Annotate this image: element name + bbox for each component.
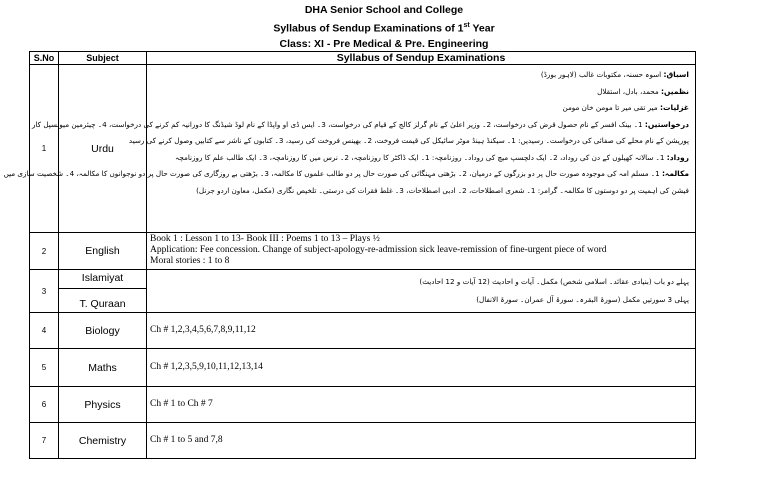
table-row bbox=[30, 349, 696, 387]
urdu-line: غزلیات: میر تقی میر تا مومن خان مومن bbox=[562, 103, 689, 112]
row-number: 6 bbox=[30, 387, 59, 423]
table-row bbox=[30, 313, 696, 349]
column-header-sno: S.No bbox=[30, 52, 59, 65]
syllabus-line: Book 1 : Lesson 1 to 13- Book III : Poems 1 to 13 – Plays ½ bbox=[150, 234, 380, 244]
row-number: 4 bbox=[30, 313, 59, 349]
syllabus-cell bbox=[147, 423, 696, 459]
document-header bbox=[0, 0, 768, 52]
table-row bbox=[30, 423, 696, 459]
urdu-line: فیشن کی اہمیت پر دو دوستوں کا مکالمہ۔ گرامر: 1۔ شعری اصطلاحات، 2۔ ادبی اصطلاحات، 3۔ غلط فقرات کی درستی۔ تلخیص نگاری (مکمل، معاون اردو جرنل) bbox=[196, 185, 689, 195]
syllabus-cell bbox=[147, 313, 696, 349]
column-header-subject: Subject bbox=[59, 52, 147, 65]
subject-name: English bbox=[59, 233, 147, 270]
urdu-line: پہلی 3 سورتیں مکمل (سورۃ البقرہ۔ سورۃ آل عمران۔ سورۃ الانفال) bbox=[476, 295, 689, 304]
subject-name: Chemistry bbox=[59, 423, 147, 459]
syllabus-table bbox=[3, 51, 696, 459]
urdu-line: نظمیں: محمد، بادل، استقلال bbox=[597, 86, 689, 96]
syllabus-line: Ch # 1,2,3,4,5,6,7,8,9,11,12 bbox=[150, 325, 256, 335]
row-number: 7 bbox=[30, 423, 59, 459]
row-number: 2 bbox=[30, 233, 59, 270]
urdu-line: درخواستیں: 1۔ بینک افسر کے نام حصول قرض کی درخواست، 2۔ وزیر اعلیٰ کے نام گرلز کالج کے قیام کی درخواست، 3۔ ایس ڈی او واپڈا کے نام لوڈ شیڈنگ کا دورانیہ کم کرنے کی درخواست، 4۔ چیئرمین میونسپل کار bbox=[31, 119, 689, 129]
subject-name: Physics bbox=[59, 387, 147, 423]
row-number: 3 bbox=[30, 270, 59, 313]
subject-name: Urdu bbox=[59, 65, 147, 233]
urdu-line: مکالمہ: 1۔ مسلم امہ کی موجودہ صورت حال پر دو بزرگوں کے درمیان، 2۔ بڑھتی مہنگائی کی صورت حال پر دو طالب علموں کا مکالمہ، 3۔ بڑھتی بے روزگاری کی صورت حال پر دو نوجوانوں کا مکالمہ، 4۔ شخصیت سازی میں bbox=[3, 169, 689, 178]
subject-name bbox=[59, 270, 147, 313]
school-name: DHA Senior School and College bbox=[304, 4, 464, 16]
table-row bbox=[30, 270, 696, 313]
row-number: 1 bbox=[30, 65, 59, 233]
urdu-line: پوریشن کے نام محلے کی صفائی کی درخواست۔ رسیدیں: 1۔ سیکنڈ ہینڈ موٹر سائیکل کی قیمت فروخت، 2۔ بھینس فروخت کی رسید، 3۔ کتابوں کے ناشر سے کتابیں وصول کرنے کی رسید bbox=[128, 136, 689, 145]
english-syllabus bbox=[147, 233, 696, 270]
syllabus-title: Syllabus of Sendup Examinations of 1st Year bbox=[273, 22, 495, 35]
table-header-row bbox=[30, 52, 696, 65]
syllabus-line: Ch # 1,2,3,5,9,10,11,12,13,14 bbox=[150, 362, 263, 372]
column-header-syllabus: Syllabus of Sendup Examinations bbox=[147, 52, 696, 65]
table-row bbox=[30, 233, 696, 270]
table-row bbox=[30, 387, 696, 423]
subject-name: Maths bbox=[59, 349, 147, 387]
urdu-line: اسباق: اسوہ حسنہ، مکتوبات غالب (لاہور بورڈ) bbox=[540, 70, 689, 79]
syllabus-cell bbox=[147, 387, 696, 423]
class-line: Class: XI - Pre Medical & Pre. Engineering bbox=[279, 37, 489, 50]
syllabus-line: Moral stories : 1 to 8 bbox=[150, 256, 230, 266]
subject-name: Biology bbox=[59, 313, 147, 349]
urdu-line: پہلے دو باب (بنیادی عقائد۔ اسلامی شخص) مکمل۔ آیات و احادیث (12 آیات و 12 احادیث) bbox=[419, 277, 689, 286]
row-number: 5 bbox=[30, 349, 59, 387]
subject-quraan: T. Quraan bbox=[79, 298, 126, 310]
subject-divider bbox=[59, 288, 146, 289]
syllabus-line: Ch # 1 to 5 and 7,8 bbox=[150, 435, 223, 445]
islamiyat-syllabus bbox=[147, 270, 696, 313]
urdu-line: روداد: 1۔ سالانہ کھیلوں کے دن کی روداد، 2۔ ایک دلچسپ میچ کی روداد۔ روزنامچہ: 1۔ ایک ڈاکٹر کا روزنامچہ، 2۔ نرس میں کا روزنامچہ، 3۔ ایک طالب علم کا روزنامچہ bbox=[175, 152, 689, 162]
syllabus-line: Application: Fee concession. Change of subject-apology-re-admission sick leave-remission of fine-urgent piece of word bbox=[150, 245, 607, 255]
syllabus-cell bbox=[147, 349, 696, 387]
syllabus-line: Ch # 1 to Ch # 7 bbox=[150, 399, 213, 409]
subject-islamiyat: Islamiyat bbox=[81, 272, 124, 284]
table-row bbox=[30, 65, 696, 233]
